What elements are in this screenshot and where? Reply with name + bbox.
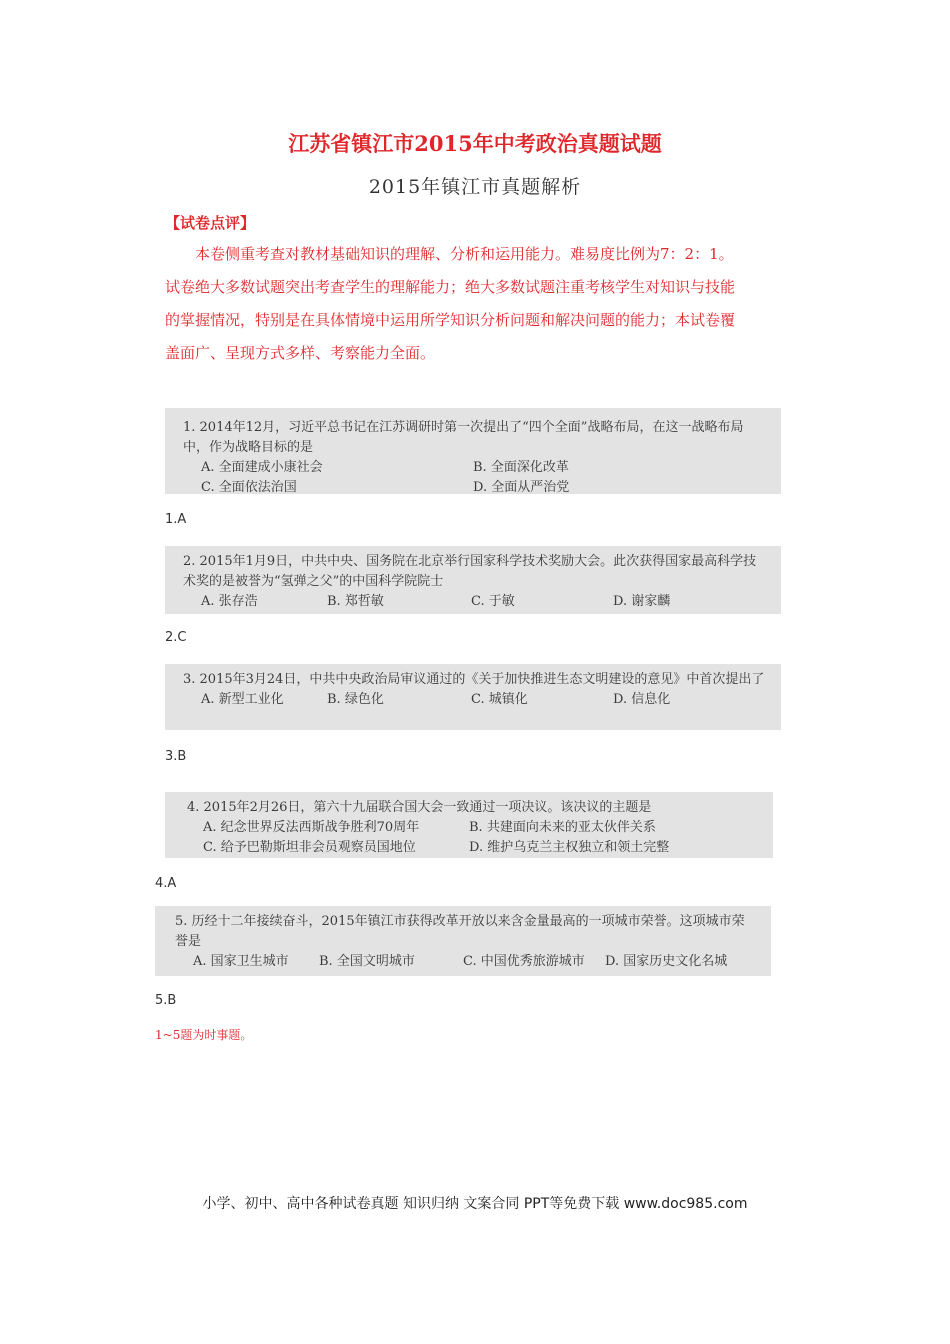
document-subtitle: 2015年镇江市真题解析 — [368, 176, 582, 198]
answer-3: 3.B — [165, 749, 187, 764]
question-2-option-c: C. 于敏 — [471, 594, 515, 609]
document-title: 江苏省镇江市2015年中考政治真题试题 — [288, 131, 662, 156]
question-3-scan — [165, 664, 781, 730]
question-1-stem: 1. 2014年12月，习近平总书记在江苏调研时第一次提出了“四个全面”战略布局，在这一战略布局中，作为战略目标的是 — [183, 420, 744, 455]
question-4-option-b: B. 共建面向未来的亚太伙伴关系 — [469, 820, 656, 835]
answer-2: 2.C — [165, 630, 187, 645]
question-5-stem: 5. 历经十二年接续奋斗，2015年镇江市获得改革开放以来含金量最高的一项城市荣誉。这项城市荣誉是 — [175, 914, 745, 949]
page-footer: 小学、初中、高中各种试卷真题 知识归纳 文案合同 PPT等免费下载 www.doc985.com — [202, 1196, 748, 1212]
review-body: 本卷侧重考查对教材基础知识的理解、分析和运用能力。难易度比例为7：2：1。试卷绝大多数试题突出考查学生的理解能力；绝大多数试题注重考核学生对知识与技能的掌握情况，特别是在具体情境中运用所学知识分析问题和解决问题的能力；本试卷覆盖面广、呈现方式多样、考察能力全面。 — [165, 245, 736, 362]
question-2-option-b: B. 郑哲敏 — [327, 594, 384, 609]
question-3-option-d: D. 信息化 — [613, 692, 671, 707]
question-3-option-a: A. 新型工业化 — [201, 692, 284, 707]
question-4-stem: 4. 2015年2月26日，第六十九届联合国大会一致通过一项决议。该决议的主题是 — [187, 800, 652, 815]
question-1-option-a: A. 全面建成小康社会 — [201, 460, 323, 475]
question-2-option-d: D. 谢家麟 — [613, 594, 671, 609]
question-5-scan — [155, 906, 771, 976]
question-2-option-a: A. 张存浩 — [201, 594, 258, 609]
question-1-scan — [165, 408, 781, 494]
review-heading: 【试卷点评】 — [165, 214, 256, 232]
time-topic-note: 1~5题为时事题。 — [155, 1028, 253, 1042]
question-4-option-a: A. 纪念世界反法西斯战争胜利70周年 — [203, 820, 420, 835]
question-5-option-d: D. 国家历史文化名城 — [605, 954, 728, 969]
answer-1: 1.A — [165, 512, 187, 527]
question-1-option-c: C. 全面依法治国 — [201, 480, 297, 494]
answer-5: 5.B — [155, 993, 177, 1008]
question-5-option-c: C. 中国优秀旅游城市 — [463, 954, 585, 969]
question-2-stem: 2. 2015年1月9日，中共中央、国务院在北京举行国家科学技术奖励大会。此次获得国家最高科学技术奖的是被誉为“氢弹之父”的中国科学院院士 — [183, 554, 757, 589]
question-3-option-b: B. 绿色化 — [327, 692, 384, 707]
question-1-option-b: B. 全面深化改革 — [473, 460, 569, 475]
answer-4: 4.A — [155, 876, 177, 891]
question-5-option-a: A. 国家卫生城市 — [193, 954, 289, 969]
question-1-option-d: D. 全面从严治党 — [473, 480, 570, 494]
question-5-option-b: B. 全国文明城市 — [319, 954, 415, 969]
question-4-scan — [165, 792, 773, 858]
question-2-scan — [165, 546, 781, 614]
question-4-option-d: D. 维护乌克兰主权独立和领土完整 — [469, 840, 670, 855]
question-3-option-c: C. 城镇化 — [471, 692, 528, 707]
question-3-stem: 3. 2015年3月24日，中共中央政治局审议通过的《关于加快推进生态文明建设的意见》中首次提出了 — [183, 672, 765, 687]
question-4-option-c: C. 给予巴勒斯坦非会员观察员国地位 — [203, 840, 416, 855]
